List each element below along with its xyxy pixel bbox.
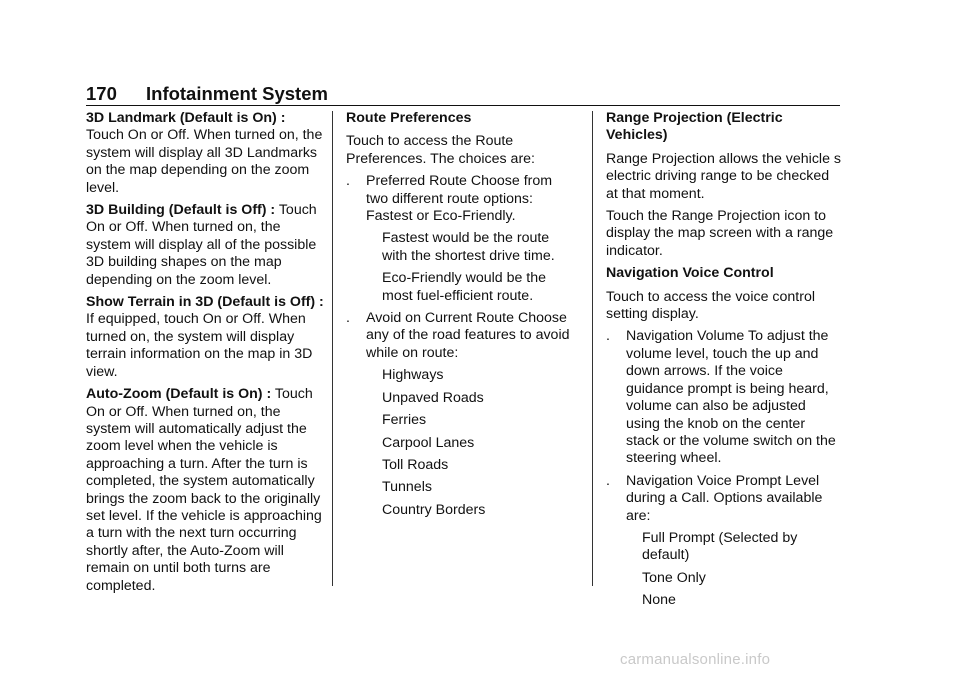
term-3d-landmark: 3D Landmark (Default is On) : [86,110,286,126]
prompt-option-tone-only: Tone Only [642,569,706,586]
term-show-terrain: Show Terrain in 3D (Default is Off) : [86,294,324,311]
avoid-item-ferries: Ferries [382,412,427,429]
desc-show-terrain: If equipped, touch On or Off. When turned on, the system will display terrain information on the map in 3D view. [86,311,313,380]
avoid-item-unpaved-roads: Unpaved Roads [382,389,484,406]
heading-navigation-voice-control: Navigation Voice Control [606,265,774,282]
navigation-volume-text: Navigation Volume To adjust the volume level, touch the up and down arrows. If the voice guidance prompt is being heard, volume can also be adjusted using the knob on the center stack or the volume switch on the steering wheel. [626,328,836,467]
paragraph-auto-zoom [86,386,326,595]
range-projection-p2: Touch the Range Projection icon to display the map screen with a range indicator. [606,208,834,259]
desc-3d-building: Touch On or Off. When turned on, the system will display all of the possible 3D building shapes on the map depending on the zoom level. [86,202,317,288]
page-title: Infotainment System [146,83,328,104]
range-projection-p1: Range Projection allows the vehicle s electric driving range to be checked at that moment. [606,150,842,202]
column-middle [346,110,578,524]
voice-prompt-level-text: Navigation Voice Prompt Level during a Call. Options available are: [626,472,823,524]
column-right [606,110,842,615]
paragraph-3d-landmark [86,110,326,197]
column-divider [332,111,333,586]
option-eco-friendly: Eco-Friendly would be the most fuel-efficient route. [382,270,547,304]
desc-auto-zoom: Touch On or Off. When turned on, the system will automatically adjust the zoom level when the vehicle is approaching a turn. After the turn is completed, the system automatically brings the zoom back to the originally set level. If the vehicle is approaching a turn with the next turn occurring shortly after, the Auto-Zoom will remain on until both turns are completed. [86,386,322,594]
term-auto-zoom: Auto-Zoom (Default is On) : [86,386,272,403]
prompt-option-full: Full Prompt (Selected by default) [642,529,798,564]
heading-route-preferences: Route Preferences [346,110,472,126]
page-header [86,83,840,105]
heading-range-projection: Range Projection (Electric Vehicles) [606,110,783,144]
avoid-route-text: Avoid on Current Route Choose any of the road features to avoid while on route: [366,310,570,361]
watermark: carmanualsonline.info [620,651,771,668]
bullet-marker: . [606,328,610,345]
header-rule [86,105,840,106]
paragraph-3d-building [86,202,326,289]
avoid-item-country-borders: Country Borders [382,501,486,518]
avoid-item-toll-roads: Toll Roads [382,456,449,473]
route-preferences-intro: Touch to access the Route Preferences. The choices are: [346,133,536,167]
bullet-voice-prompt-level [606,473,842,525]
page-number: 170 [86,83,117,104]
column-left [86,110,326,600]
paragraph-show-terrain [86,294,326,381]
prompt-option-none: None [642,592,676,609]
desc-3d-landmark: Touch On or Off. When turned on, the system will display all 3D Landmarks on the map depending on the zoom level. [86,127,323,196]
bullet-marker: . [346,310,350,327]
bullet-preferred-route [346,173,578,225]
option-fastest: Fastest would be the route with the shortest drive time. [382,230,555,264]
avoid-item-carpool-lanes: Carpool Lanes [382,434,475,451]
column-divider [592,111,593,586]
bullet-navigation-volume [606,328,842,467]
preferred-route-text: Preferred Route Choose from two different route options: Fastest or Eco-Friendly. [366,173,553,225]
avoid-item-tunnels: Tunnels [382,479,432,496]
bullet-marker: . [346,173,350,190]
term-3d-building: 3D Building (Default is Off) : [86,202,276,219]
voice-control-intro: Touch to access the voice control setting display. [606,288,815,323]
avoid-item-highways: Highways [382,367,444,384]
bullet-marker: . [606,472,610,489]
bullet-avoid-route [346,310,578,362]
